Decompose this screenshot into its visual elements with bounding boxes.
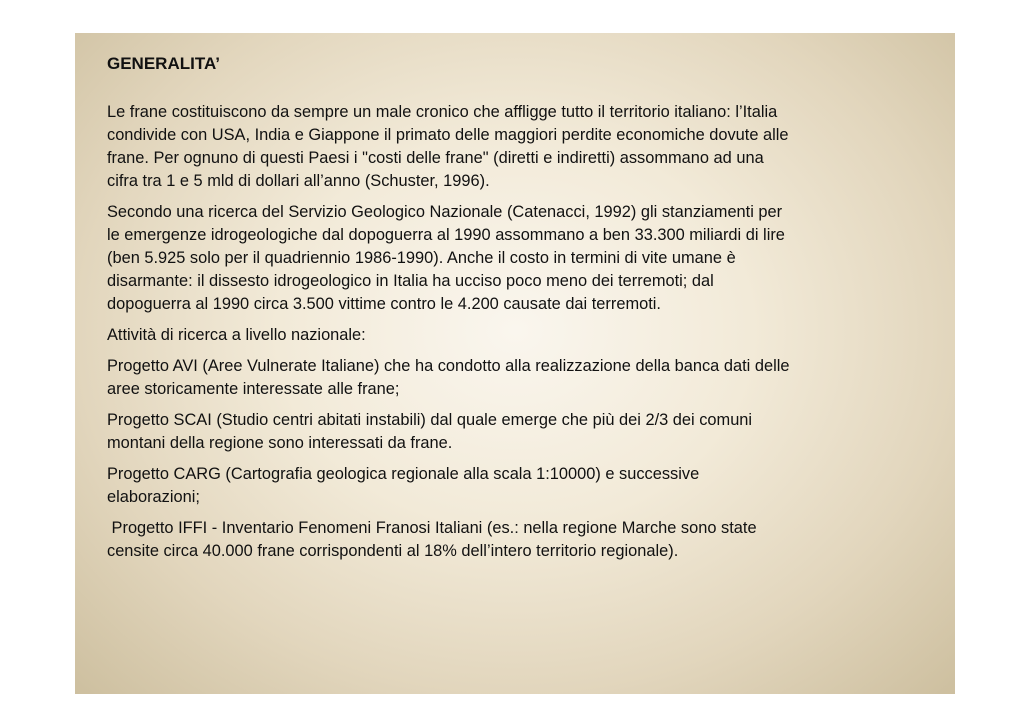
paragraph-project-scai	[107, 409, 937, 455]
paragraph-project-avi	[107, 355, 937, 401]
text-line: elaborazioni;	[107, 488, 200, 506]
text-line: (ben 5.925 solo per il quadriennio 1986-1990). Anche il costo in termini di vite umane è	[107, 249, 736, 267]
paragraph-national-activities	[107, 324, 937, 347]
paragraph-costs	[107, 101, 937, 193]
text-line: Le frane costituiscono da sempre un male cronico che affligge tutto il territorio italiano: l’Italia	[107, 103, 778, 121]
text-line: le emergenze idrogeologiche dal dopoguerra al 1990 assommano a ben 33.300 miliardi di lire	[107, 226, 785, 244]
text-line: Progetto SCAI (Studio centri abitati instabili) dal quale emerge che più dei 2/3 dei comuni	[107, 411, 753, 429]
text-line: montani della regione sono interessati da frane.	[107, 434, 453, 452]
slide	[75, 33, 955, 694]
text-line: Progetto IFFI - Inventario Fenomeni Franosi Italiani (es.: nella regione Marche sono state	[107, 519, 757, 537]
text-line: censite circa 40.000 frane corrispondenti al 18% dell’intero territorio regionale).	[107, 542, 679, 560]
paragraph-research	[107, 201, 937, 316]
text-line: Progetto AVI (Aree Vulnerate Italiane) che ha condotto alla realizzazione della banca dati delle	[107, 357, 790, 375]
text-line: Attività di ricerca a livello nazionale:	[107, 326, 366, 344]
slide-title: GENERALITA’	[107, 54, 221, 73]
text-line: Secondo una ricerca del Servizio Geologico Nazionale (Catenacci, 1992) gli stanziamenti per	[107, 203, 783, 221]
text-line: frane. Per ognuno di questi Paesi i "costi delle frane" (diretti e indiretti) assommano ad una	[107, 149, 764, 167]
paragraph-project-iffi	[107, 517, 937, 563]
slide-content	[107, 53, 937, 571]
text-line: dopoguerra al 1990 circa 3.500 vittime contro le 4.200 causate dai terremoti.	[107, 295, 661, 313]
text-line: cifra tra 1 e 5 mld di dollari all’anno (Schuster, 1996).	[107, 172, 490, 190]
text-line: condivide con USA, India e Giappone il primato delle maggiori perdite economiche dovute alle	[107, 126, 789, 144]
paragraph-project-carg	[107, 463, 937, 509]
text-line: aree storicamente interessate alle frane;	[107, 380, 400, 398]
text-line: disarmante: il dissesto idrogeologico in Italia ha ucciso poco meno dei terremoti; dal	[107, 272, 714, 290]
text-line: Progetto CARG (Cartografia geologica regionale alla scala 1:10000) e successive	[107, 465, 700, 483]
